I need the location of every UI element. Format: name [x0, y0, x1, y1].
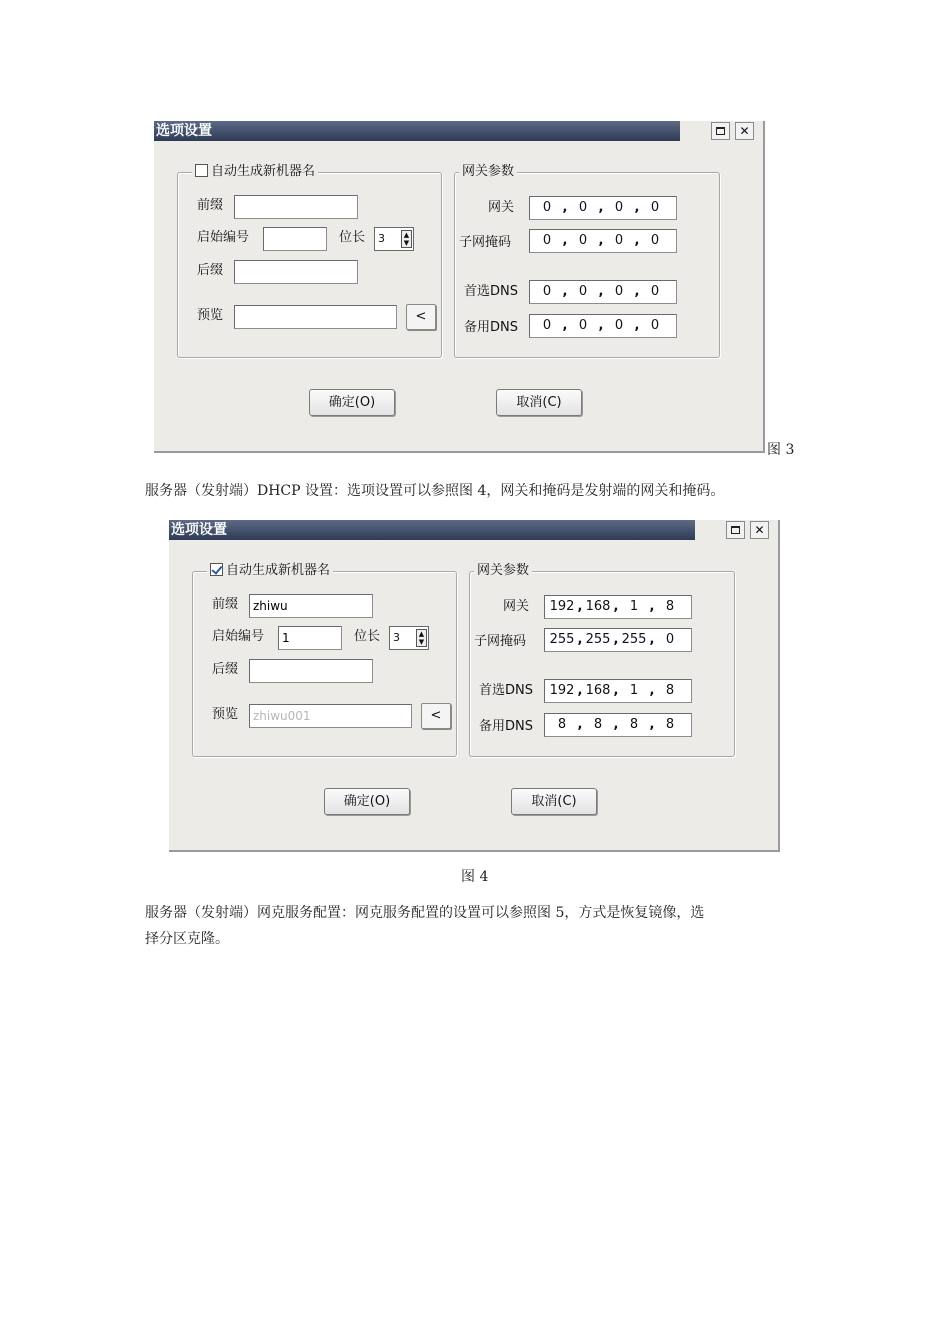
figure-caption-3: 图 3	[767, 442, 795, 458]
ip-octet: 255	[585, 632, 611, 647]
suffix-label: 后缀	[212, 662, 239, 677]
ip-octet: 8	[629, 717, 639, 732]
ip-octet: 168	[585, 599, 611, 614]
prefix-input[interactable]: zhiwu	[249, 594, 373, 618]
ip-octet: 255	[621, 632, 647, 647]
ip-octet: 0	[578, 318, 588, 333]
dialog-title: 选项设置	[156, 123, 212, 139]
ip-octet: 0	[542, 233, 552, 248]
ip-dot: ,	[598, 233, 604, 248]
ip-octet: 8	[593, 717, 603, 732]
digits-label: 位长	[354, 629, 381, 644]
gateway-label: 网关	[488, 200, 515, 215]
auto-name-checkbox-row[interactable]	[192, 163, 318, 181]
ip-octet: 0	[650, 284, 660, 299]
mask-ip-input[interactable]	[529, 229, 677, 253]
ip-dot: ,	[598, 284, 604, 299]
dialog-fig3	[154, 121, 765, 453]
ip-dot: ,	[562, 233, 568, 248]
ip-dot: ,	[598, 318, 604, 333]
close-icon: ✕	[754, 523, 765, 537]
ip-dot: ,	[634, 200, 640, 215]
ip-dot: ,	[577, 683, 583, 698]
start-number-input[interactable]: 1	[278, 626, 342, 650]
ip-dot: ,	[649, 717, 655, 732]
ip-dot: ,	[577, 632, 583, 647]
dns1-ip-input[interactable]	[544, 679, 692, 703]
close-button[interactable]	[750, 521, 769, 539]
mask-label: 子网掩码	[459, 235, 512, 250]
ip-octet: 8	[665, 683, 675, 698]
ip-octet: 0	[578, 233, 588, 248]
ip-dot: ,	[649, 599, 655, 614]
ip-octet: 0	[650, 318, 660, 333]
dialog-titlebar[interactable]	[169, 520, 695, 540]
preview-field: zhiwu001	[249, 704, 412, 728]
ip-dot: ,	[634, 233, 640, 248]
ok-button[interactable]: 确定(O)	[309, 389, 395, 416]
gateway-ip-input[interactable]	[529, 196, 677, 220]
auto-name-label: 自动生成新机器名	[226, 563, 331, 578]
digits-value: 3	[393, 631, 400, 644]
ip-octet: 0	[614, 200, 624, 215]
paragraph-dhcp: 服务器（发射端）DHCP 设置：选项设置可以参照图 4，网关和掩码是发射端的网关和掩码。	[145, 483, 725, 499]
ip-dot: ,	[562, 318, 568, 333]
ip-octet: 192	[549, 683, 575, 698]
gateway-params-group	[454, 164, 720, 358]
ip-dot: ,	[562, 200, 568, 215]
machine-name-group	[177, 164, 442, 358]
ip-dot: ,	[649, 683, 655, 698]
prefix-label: 前缀	[212, 597, 239, 612]
ip-dot: ,	[577, 599, 583, 614]
ip-octet: 192	[549, 599, 575, 614]
dns2-label: 备用DNS	[479, 719, 533, 734]
ip-octet: 8	[557, 717, 567, 732]
preview-field	[234, 305, 397, 329]
dns2-ip-input[interactable]	[544, 713, 692, 737]
ip-dot: ,	[577, 717, 583, 732]
preview-button[interactable]: <	[421, 703, 451, 729]
gateway-params-group	[469, 563, 735, 757]
paragraph-netclone	[145, 900, 704, 952]
dialog-fig4	[169, 520, 780, 852]
ip-octet: 8	[665, 599, 675, 614]
digits-stepper[interactable]	[374, 227, 414, 251]
dns1-ip-input[interactable]	[529, 280, 677, 304]
stepper-arrows-icon[interactable]: ▲ ▼	[401, 230, 412, 248]
ip-octet: 0	[650, 233, 660, 248]
preview-label: 预览	[212, 707, 239, 722]
dns2-label: 备用DNS	[464, 320, 518, 335]
digits-label: 位长	[339, 230, 366, 245]
digits-value: 3	[378, 232, 385, 245]
gateway-label: 网关	[503, 599, 530, 614]
ip-octet: 1	[629, 599, 639, 614]
ip-octet: 0	[665, 632, 675, 647]
dns1-label: 首选DNS	[464, 284, 518, 299]
ip-octet: 0	[578, 200, 588, 215]
preview-label: 预览	[197, 308, 224, 323]
suffix-input[interactable]	[249, 659, 373, 683]
ip-octet: 0	[614, 318, 624, 333]
machine-name-group	[192, 563, 457, 757]
ip-dot: ,	[613, 683, 619, 698]
ip-dot: ,	[634, 318, 640, 333]
ip-octet: 0	[614, 233, 624, 248]
ip-octet: 0	[542, 200, 552, 215]
close-icon: ✕	[739, 124, 750, 138]
ip-dot: ,	[613, 717, 619, 732]
maximize-icon	[731, 526, 740, 534]
ip-dot: ,	[649, 632, 655, 647]
cancel-button[interactable]: 取消(C)	[496, 389, 582, 416]
maximize-icon	[716, 127, 725, 135]
gateway-ip-input[interactable]	[544, 595, 692, 619]
suffix-label: 后缀	[197, 263, 224, 278]
mask-label: 子网掩码	[474, 634, 527, 649]
maximize-button[interactable]	[711, 122, 730, 140]
auto-name-checkbox[interactable]	[210, 563, 223, 576]
ip-octet: 0	[542, 318, 552, 333]
ip-octet: 0	[578, 284, 588, 299]
figure-caption-4: 图 4	[461, 869, 489, 885]
close-button[interactable]	[735, 122, 754, 140]
start-number-label: 启始编号	[197, 230, 250, 245]
ip-octet: 255	[549, 632, 575, 647]
dns1-label: 首选DNS	[479, 683, 533, 698]
ip-octet: 1	[629, 683, 639, 698]
ip-dot: ,	[598, 200, 604, 215]
gateway-group-title: 网关参数	[474, 562, 532, 580]
ip-dot: ,	[613, 632, 619, 647]
auto-name-checkbox[interactable]	[195, 164, 208, 177]
prefix-input[interactable]	[234, 195, 358, 219]
start-number-input[interactable]	[263, 227, 327, 251]
prefix-label: 前缀	[197, 198, 224, 213]
paragraph-line: 择分区克隆。	[145, 931, 229, 947]
ip-octet: 0	[650, 200, 660, 215]
suffix-input[interactable]	[234, 260, 358, 284]
paragraph-line: 服务器（发射端）网克服务配置：网克服务配置的设置可以参照图 5，方式是恢复镜像，选	[145, 905, 705, 921]
ip-octet: 168	[585, 683, 611, 698]
ip-octet: 8	[665, 717, 675, 732]
ip-dot: ,	[634, 284, 640, 299]
ip-octet: 0	[614, 284, 624, 299]
dialog-titlebar[interactable]	[154, 121, 680, 141]
ip-dot: ,	[613, 599, 619, 614]
ok-button[interactable]: 确定(O)	[324, 788, 410, 815]
digits-stepper[interactable]	[389, 626, 429, 650]
auto-name-label: 自动生成新机器名	[211, 164, 316, 179]
gateway-group-title: 网关参数	[459, 163, 517, 181]
mask-ip-input[interactable]	[544, 628, 692, 652]
start-number-label: 启始编号	[212, 629, 265, 644]
ip-octet: 0	[542, 284, 552, 299]
dialog-title: 选项设置	[171, 522, 227, 538]
preview-button[interactable]: <	[406, 304, 436, 330]
cancel-button[interactable]: 取消(C)	[511, 788, 597, 815]
ip-dot: ,	[562, 284, 568, 299]
dns2-ip-input[interactable]	[529, 314, 677, 338]
auto-name-checkbox-row[interactable]	[207, 562, 333, 580]
maximize-button[interactable]	[726, 521, 745, 539]
stepper-arrows-icon[interactable]: ▲ ▼	[416, 629, 427, 647]
